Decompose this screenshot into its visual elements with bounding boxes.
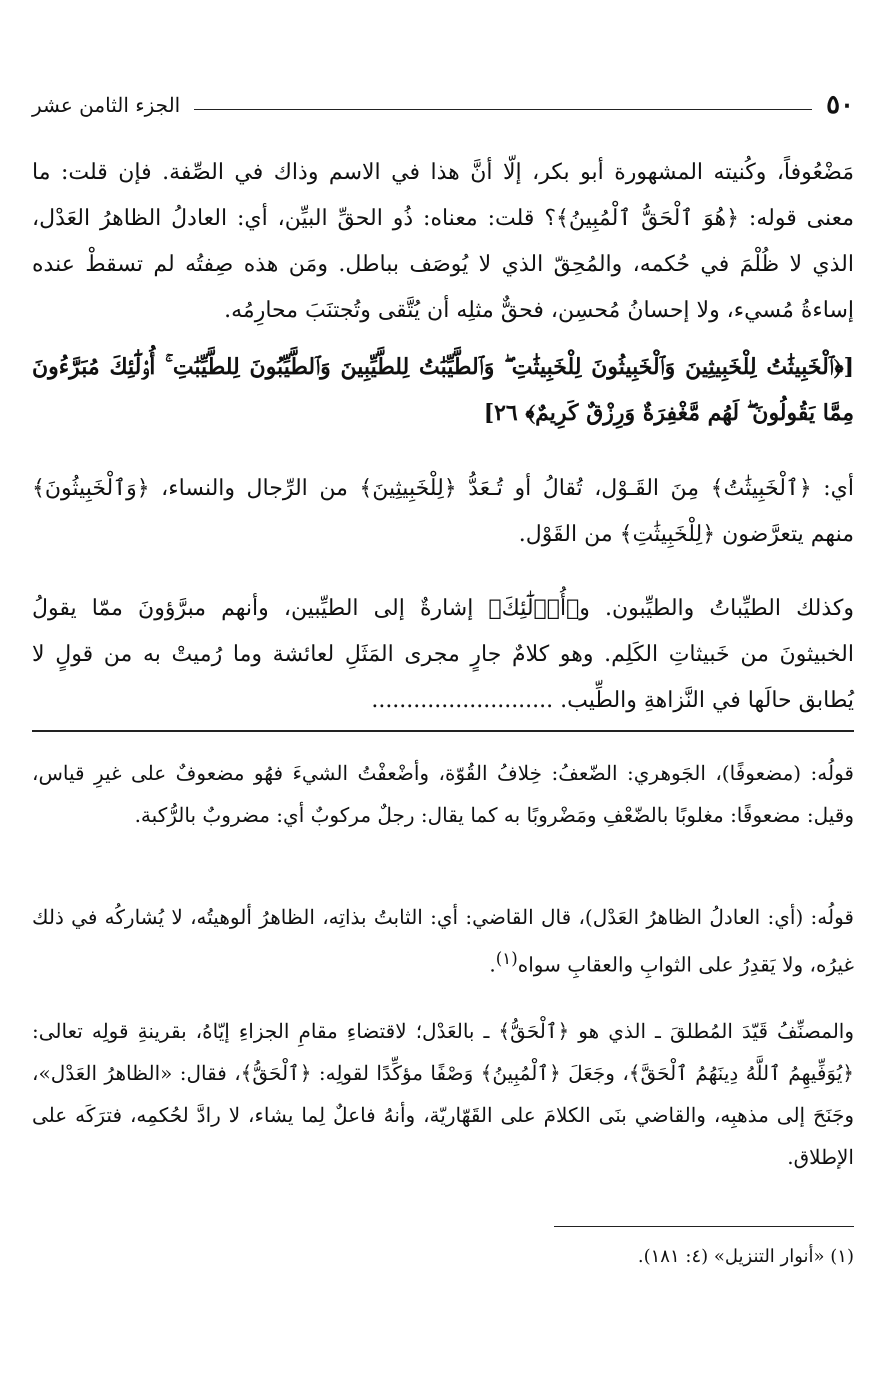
continuation-dots: .......................... (371, 688, 554, 713)
quran-verse: [﴿ٱلْخَبِيثَٰتُ لِلْخَبِيثِينَ وَٱلْخَبِيثُونَ لِلْخَبِيثَٰتِ ۖ وَٱلطَّيِّبَٰتُ لِلطَّيِّبِينَ وَٱلطَّيِّبُونَ لِلطَّيِّبَٰتِ ۚ أُو۟لَٰٓئِكَ مُبَرَّءُونَ مِمَّا يَقُولُونَ ۖ لَهُم مَّغْفِرَةٌ وَرِزْقٌ كَرِيمٌ﴾ ٢٦] (32, 354, 854, 426)
commentary-3: والمصنِّفُ قَيّدَ المُطلقَ ـ الذي هو ﴿ٱلْحَقُّ﴾ ـ بالعَدْل؛ لاقتضاءِ مقامِ الجزاءِ إيّاهُ، بقرينةِ قولِه تعالى: ﴿يُوَفِّيهِمُ ٱللَّهُ دِينَهُمُ ٱلْحَقَّ﴾، وجَعَلَ ﴿ٱلْمُبِينُ﴾ وَصْفًا مؤكِّدًا لقولِه: ﴿ٱلْحَقُّ﴾، فقال: «الظاهرُ العَدْل»، وجَنَحَ إلى مذهبِه، والقاضي بنَى الكلامَ على القَهّاريّة، وأنهُ فاعلٌ لِما يشاء، لا رادَّ لحُكمِه، فترَكَه على الإطلاق. (32, 1019, 854, 1169)
header-rule (194, 109, 812, 110)
footnote-rule (554, 1226, 854, 1227)
main-paragraph-1: مَضْعُوفاً، وكُنيته المشهورة أبو بكر، إلّا أنَّ هذا في الاسم وذاك في الصِّفة. فإن قلت: ما معنى قوله: ﴿هُوَ ٱلْحَقُّ ٱلْمُبِينُ﴾؟ قلت: معناه: ذُو الحقِّ البيِّن، أي: العادلُ الظاهرُ العَدْل، الذي لا ظُلْمَ في حُكمه، والمُحِقّ الذي لا يُوصَف بباطل. ومَن هذه صِفتُه لم تسقطْ عنده إساءةُ مُسيء، ولا إحسانُ مُحسِن، فحقٌّ مثلِه أن يُتَّقى وتُجتنَبَ محارِمُه. (32, 160, 854, 323)
book-page (32, 0, 854, 1396)
page-header (32, 88, 854, 122)
paragraph-3-text: وكذلك الطيِّباتُ والطيِّبون. و﴿أُو۟لَٰٓئِكَ﴾ إشارةٌ إلى الطيِّبين، وأنهم مبرَّؤونَ ممّا يقولُ الخبيثونَ من خَبيثاتِ الكَلِم. وهو كلامٌ جارٍ مجرى المَثَلِ لعائشة وما رُميتْ به من قولٍ لا يُطابق حالَها في النَّزاهةِ والطِّيب. (32, 596, 854, 713)
commentary-2: قولُه: (أي: العادلُ الظاهرُ العَدْل)، قال القاضي: أي: الثابتُ بذاتِه، الظاهرُ ألوهيتُه، لا يُشاركُه في ذلك غيرُه، ولا يَقدِرُ على الثوابِ والعقابِ سواه$^{(١)}$. (32, 905, 854, 977)
footnote: (١) «أنوار التنزيل» (٤: ١٨١). (637, 1246, 854, 1267)
footnote-ref: (١) (495, 949, 518, 968)
main-paragraph-3 (32, 586, 854, 724)
commentary-2-text: قولُه: (أي: العادلُ الظاهرُ العَدْل)، قال القاضي: أي: الثابتُ بذاتِه، الظاهرُ ألوهيتُه، لا يُشاركُه في ذلك غيرُه، ولا يَقدِرُ على الثوابِ والعقابِ سواه (32, 905, 854, 977)
commentary-separator (32, 730, 854, 732)
volume-title: الجزء الثامن عشر (32, 93, 181, 117)
commentary-1: قولُه: (مضعوفًا)، الجَوهري: الضّعفُ: خِلافُ القُوّة، وأضْعفْتُ الشيءَ فهُو مضعوفٌ على غيرِ قياس، وقيل: مضعوفًا: مغلوبًا بالضّعْفِ ومَضْروبًا به كما يقال: رجلٌ مركوبٌ أي: مضروبٌ بالرُّكبة. (32, 761, 854, 827)
main-paragraph-2: أي: ﴿ٱلْخَبِيثَٰتُ﴾ مِنَ القَـوْل، تُقالُ أو تُـعَدُّ ﴿لِلْخَبِيثِينَ﴾ من الرِّجال والنساء، ﴿وَٱلْخَبِيثُونَ﴾ منهم يتعرَّضون ﴿لِلْخَبِيثَٰتِ﴾ من القَوْل. (32, 476, 854, 547)
page-number: ٥٠ (826, 90, 854, 120)
